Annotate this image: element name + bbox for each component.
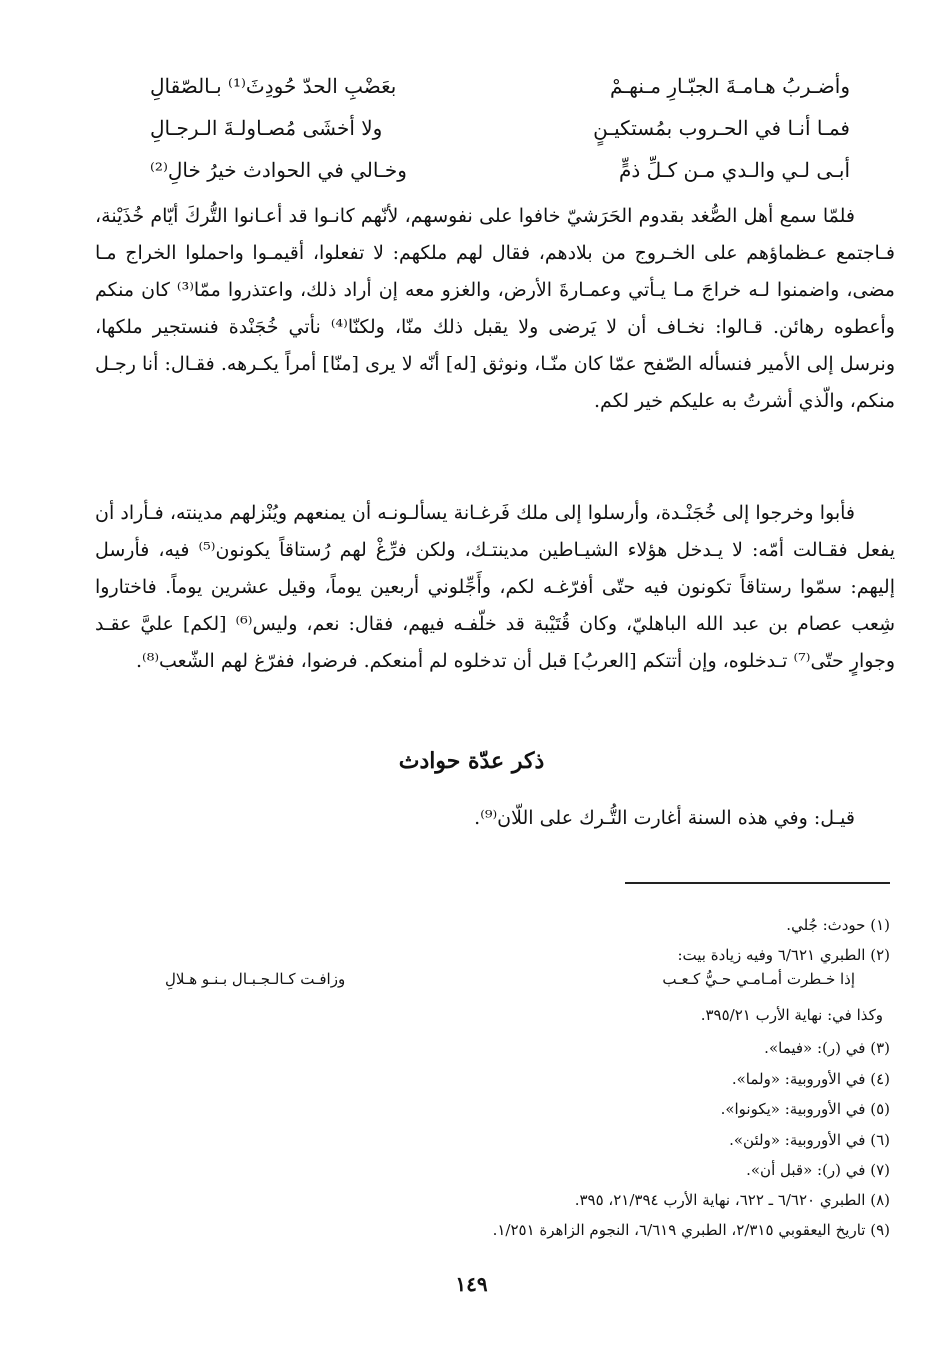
verse-hemistich-second: ولا أخشَى مُصـاولـةَ الـرجـالِ [150, 116, 383, 140]
footnote-verse [165, 970, 855, 998]
verse-hemistich-first: أبـى لـي والـدي مـن كـلِّ ذمٍّ [619, 158, 850, 182]
page-number: ١٤٩ [455, 1272, 488, 1296]
poem-verse [150, 74, 850, 110]
body-paragraph: قيـل: وفي هذه السنة أغارت التُّـرك على اللّان⁽⁹⁾. [474, 807, 855, 829]
footnote: وكذا في: نهاية الأرب ٣٩٥/٢١. [700, 1006, 883, 1024]
footnote-separator [625, 882, 890, 884]
footnote: (٨) الطبري ٦/٦٢٠ ـ ٦٢٢، نهاية الأرب ٢١/٣٩٤، ٣٩٥. [574, 1191, 890, 1209]
body-paragraph: فلمّا سمع أهل الصُّغد بقدوم الحَرَشيّ خافوا على نفوسهم، لأنّهم كانـوا قد أعـانوا التُّركَ أيّام خُذَيْنة، فـاجتمع عـظماؤهم على الخـروج من بلادهم، فقال لهم ملكهم: لا تفعلوا، أقيمـوا واحملوا الخراج مـا مضى، واضمنوا لـه خراجَ مـا يـأتي وعمـارةَ الأرض، والغزو معه إن أراد ذلك، واعتذروا ممّا⁽³⁾ كان منكم وأعطوه رهائن. قـالوا: نخـاف أن لا يَرضى ولا يقبل ذلك منّا، ولكنّا⁽⁴⁾ نأتي خُجَنْدة فنستجير ملكها، ونرسل إلى الأمير فنسأله الصّفح عمّا كان منّـا، ونوثق [له] أنّه لا يرى [منّا] أمراً يكـرهه. فقـال: أنا رجـل منكم، والّذي أشرتُ به عليكم خير لكم. [95, 205, 895, 412]
poem-verse [150, 158, 850, 194]
footnote-verse-first: إذا خـطرت أمـامـي حـيُّ كـعـب [662, 970, 855, 988]
footnote: (١) حودث: جُلي. [786, 916, 890, 934]
verse-hemistich-second: وخـالي في الحوادث خيرُ خالِ⁽²⁾ [150, 158, 407, 182]
verse-hemistich-second: بعَضْبِ الحدّ حُودِثَ⁽¹⁾ بـالصّقالِ [150, 74, 397, 98]
body-paragraph: فأبوا وخرجوا إلى خُجَنْـدة، وأرسلوا إلى ملك فَرغـانة يسألـونـه أن يمنعهم ويُنْزلهم مدينته، فـأراد أن يفعل فقـالت أمّه: لا يـدخل هؤلاء الشيـاطين مدينتـك، ولكن فرِّغْ لهم رُستاقاً يكونون⁽⁵⁾ فيه، فأرسل إليهم: سمّوا رستاقاً تكونون فيه حتّى أفرّغـه لكم، وأَجِّلوني أربعين يوماً، وقيل عشرين يوماً. فاختاروا شِعب عصام بن عبد الله الباهليّ، وكان قُتَيْبة قد خلّفـه فيهم، فقال: نعم، وليس⁽⁶⁾ [لكم] عليَّ عقـد وجوارٍ حتّى⁽⁷⁾ تـدخلوه، وإن أتتكم [العربُ] قبل أن تدخلوه لم أمنعكم. فرضوا، ففرّغ لهم الشّعب⁽⁸⁾. [95, 502, 895, 672]
verse-hemistich-first: فمـا أنـا في الحـروب بمُستكيـنٍ [593, 116, 850, 140]
footnote: (٣) في (ر): «فيما». [764, 1039, 890, 1057]
footnote: (٩) تاريخ اليعقوبي ٢/٣١٥، الطبري ٦/٦١٩، النجوم الزاهرة ١/٢٥١. [492, 1221, 890, 1239]
footnote-verse-second: وزافـت كـالـجـبـال بـنـو هـلالِ [165, 970, 346, 988]
section-heading: ذكر عدّة حوادث [398, 748, 545, 774]
footnote: (٢) الطبري ٦/٦٢١ وفيه زيادة بيت: [677, 946, 890, 964]
footnote: (٥) في الأوروبية: «يكونوا». [720, 1100, 890, 1118]
verse-hemistich-first: وأضـربُ هـامـةَ الجبّـارِ مـنهـمْ [610, 74, 850, 98]
footnote: (٤) في الأوروبية: «ولما». [731, 1070, 890, 1088]
footnote: (٧) في (ر): «قبل أن». [746, 1161, 890, 1179]
poem-verse [150, 116, 850, 152]
footnote: (٦) في الأوروبية: «ولئن». [729, 1131, 890, 1149]
